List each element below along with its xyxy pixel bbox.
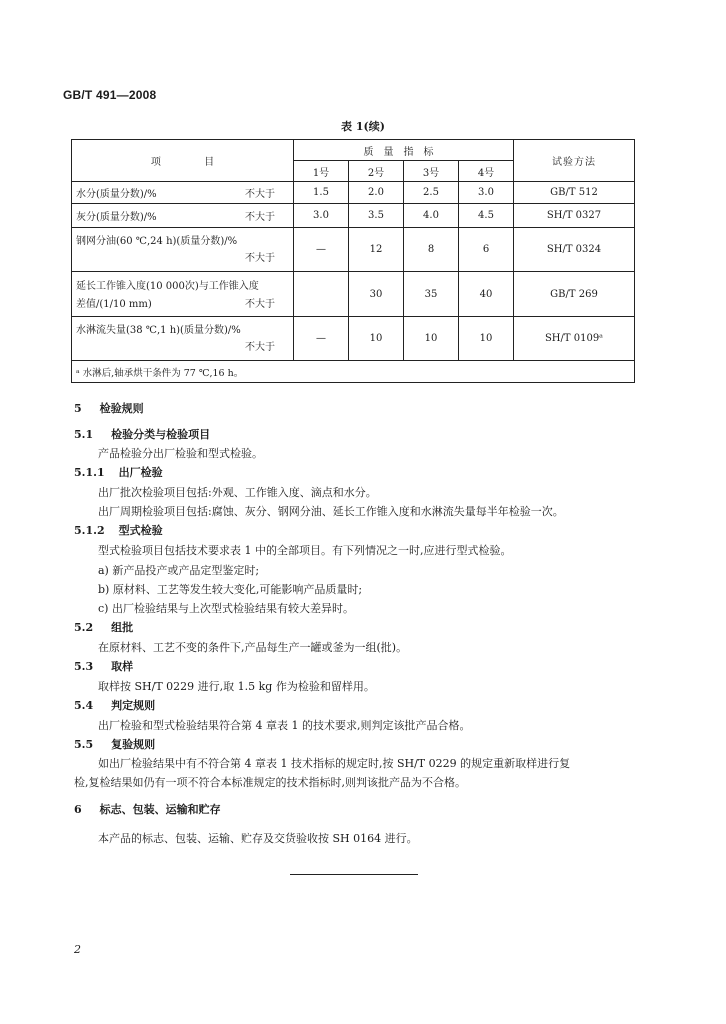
value-grade-2: 30 <box>349 272 404 317</box>
section-title: 判定规则 <box>111 699 156 712</box>
section-5-4-heading <box>74 697 155 713</box>
section-title: 组批 <box>111 621 134 634</box>
value-grade-4: 6 <box>459 228 514 272</box>
table-row <box>72 272 635 317</box>
value-grade-2: 2.0 <box>349 182 404 204</box>
section-5-2-heading <box>74 619 133 635</box>
section-5-1-2-heading <box>74 522 163 538</box>
test-method: SH/T 0324 <box>514 228 635 272</box>
grade-2: 2号 <box>349 161 404 182</box>
item-label: 钢网分油(60 ℃,24 h)(质量分数)/% <box>76 235 238 247</box>
value-grade-4: 10 <box>459 317 514 361</box>
value-grade-1: 3.0 <box>294 204 349 228</box>
section-title: 标志、包装、运输和贮存 <box>99 803 221 816</box>
list-item: c) 出厂检验结果与上次型式检验结果有较大差异时。 <box>98 602 354 615</box>
paragraph-continuation: 检,复检结果如仍有一项不符合本标准规定的技术指标时,则判该批产品为不合格。 <box>74 776 466 789</box>
section-number: 5 <box>74 402 82 415</box>
paragraph: 如出厂检验结果中有不符合第 4 章表 1 技术指标的规定时,按 SH/T 0229 的规定重新取样进行复 <box>98 757 571 770</box>
table-footnote: ᵃ 水淋后,轴承烘干条件为 77 ℃,16 h。 <box>72 361 635 383</box>
end-rule <box>290 874 418 875</box>
test-method: GB/T 512 <box>514 182 635 204</box>
value-grade-1: — <box>294 317 349 361</box>
paragraph: 本产品的标志、包装、运输、贮存及交货验收按 SH 0164 进行。 <box>98 832 418 845</box>
row-item <box>72 228 294 272</box>
quality-table <box>71 139 635 383</box>
section-number: 6 <box>74 803 82 816</box>
section-number: 5.1 <box>74 428 94 441</box>
section-title: 取样 <box>111 660 134 673</box>
section-6-heading <box>74 801 221 817</box>
section-title: 出厂检验 <box>118 466 163 479</box>
section-5-heading <box>74 400 144 416</box>
table-caption: 表 1(续) <box>341 120 385 133</box>
table-row <box>72 182 635 204</box>
value-grade-2: 3.5 <box>349 204 404 228</box>
header-test-method: 试验方法 <box>514 140 635 182</box>
item-label: 延长工作锥入度(10 000次)与工作锥入度 <box>76 281 259 292</box>
value-grade-3: 4.0 <box>404 204 459 228</box>
value-grade-4: 40 <box>459 272 514 317</box>
page-number: 2 <box>74 943 81 956</box>
section-number: 5.5 <box>74 738 94 751</box>
value-grade-2: 10 <box>349 317 404 361</box>
grade-4: 4号 <box>459 161 514 182</box>
row-item <box>72 317 294 361</box>
paragraph: 型式检验项目包括技术要求表 1 中的全部项目。有下列情况之一时,应进行型式检验。 <box>98 544 512 557</box>
row-item <box>72 272 294 317</box>
item-limit: 不大于 <box>245 189 275 200</box>
item-label-line2: 差值/(1/10 mm) <box>76 299 152 310</box>
section-number: 5.1.1 <box>74 466 105 479</box>
value-grade-4: 3.0 <box>459 182 514 204</box>
section-5-5-heading <box>74 736 155 752</box>
section-title: 复验规则 <box>111 738 156 751</box>
section-5-1-heading <box>74 426 210 442</box>
grade-1: 1号 <box>294 161 349 182</box>
value-grade-1: — <box>294 228 349 272</box>
paragraph: 产品检验分出厂检验和型式检验。 <box>98 447 263 460</box>
item-limit: 不大于 <box>245 212 275 223</box>
paragraph: 取样按 SH/T 0229 进行,取 1.5 kg 作为检验和留样用。 <box>98 680 375 693</box>
value-grade-2: 12 <box>349 228 404 272</box>
paragraph: 出厂批次检验项目包括:外观、工作锥入度、滴点和水分。 <box>98 486 377 499</box>
value-grade-3: 35 <box>404 272 459 317</box>
list-item: a) 新产品投产或产品定型鉴定时; <box>98 564 260 577</box>
section-title: 检验规则 <box>99 402 144 415</box>
section-title: 检验分类与检验项目 <box>111 428 211 441</box>
section-number: 5.3 <box>74 660 94 673</box>
item-label: 水淋流失量(38 ℃,1 h)(质量分数)/% <box>76 324 241 336</box>
value-grade-4: 4.5 <box>459 204 514 228</box>
item-label: 灰分(质量分数)/% <box>76 212 157 223</box>
table-row <box>72 317 635 361</box>
section-5-3-heading <box>74 658 133 674</box>
header-quality-index: 质量指标 <box>294 140 514 161</box>
value-grade-1: 1.5 <box>294 182 349 204</box>
table-note-row <box>72 361 635 383</box>
test-method: SH/T 0327 <box>514 204 635 228</box>
paragraph: 出厂周期检验项目包括:腐蚀、灰分、钢网分油、延长工作锥入度和水淋流失量每半年检验一次。 <box>98 505 564 518</box>
section-title: 型式检验 <box>118 524 163 537</box>
section-number: 5.1.2 <box>74 524 105 537</box>
value-grade-3: 10 <box>404 317 459 361</box>
grade-3: 3号 <box>404 161 459 182</box>
paragraph: 在原材料、工艺不变的条件下,产品每生产一罐或釜为一组(批)。 <box>98 641 408 654</box>
value-grade-3: 2.5 <box>404 182 459 204</box>
section-number: 5.4 <box>74 699 94 712</box>
row-item <box>72 182 294 204</box>
standard-code: GB/T 491—2008 <box>63 88 157 102</box>
paragraph: 出厂检验和型式检验结果符合第 4 章表 1 的技术要求,则判定该批产品合格。 <box>98 719 471 732</box>
section-number: 5.2 <box>74 621 94 634</box>
value-grade-1 <box>294 272 349 317</box>
header-item: 项 目 <box>72 140 294 182</box>
row-item <box>72 204 294 228</box>
table-row <box>72 204 635 228</box>
list-item: b) 原材料、工艺等发生较大变化,可能影响产品质量时; <box>98 583 363 596</box>
table-row <box>72 228 635 272</box>
item-label: 水分(质量分数)/% <box>76 189 157 200</box>
value-grade-3: 8 <box>404 228 459 272</box>
section-5-1-1-heading <box>74 464 163 480</box>
item-limit: 不大于 <box>245 252 275 264</box>
item-limit: 不大于 <box>245 299 275 310</box>
item-limit: 不大于 <box>245 341 275 353</box>
table-header-row <box>72 140 635 161</box>
test-method: SH/T 0109ᵃ <box>514 317 635 361</box>
test-method: GB/T 269 <box>514 272 635 317</box>
